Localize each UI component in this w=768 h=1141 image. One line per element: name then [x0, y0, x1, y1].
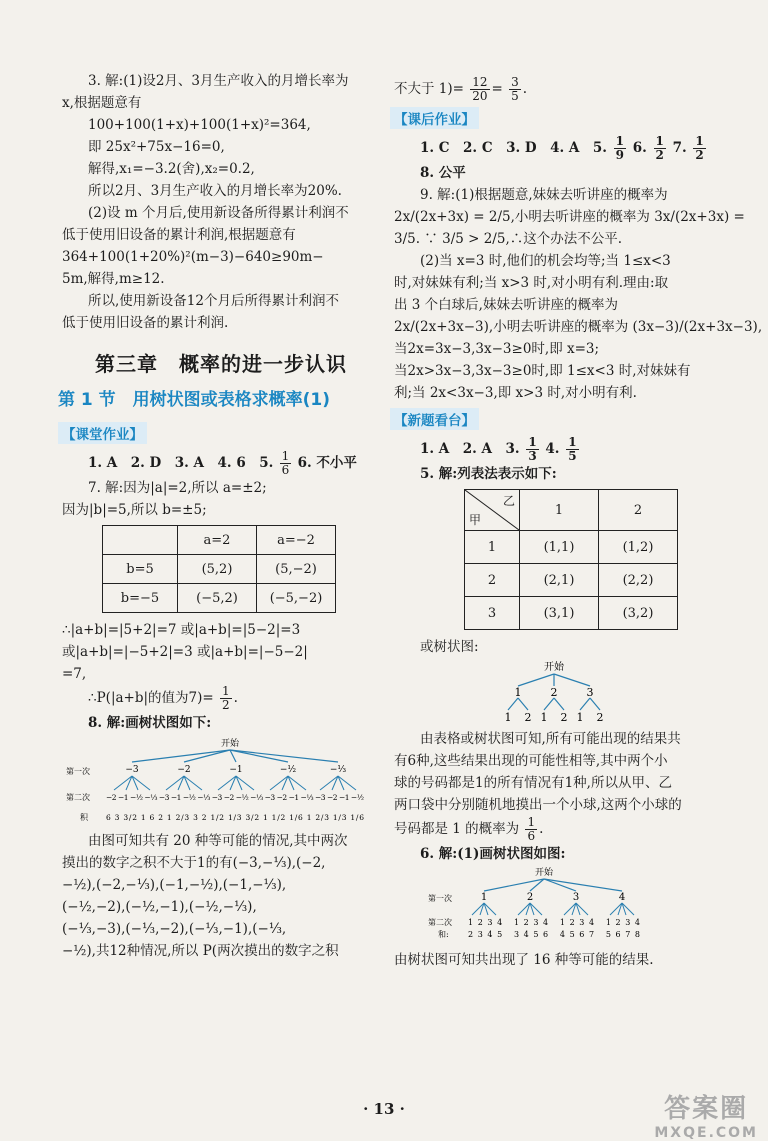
svg-text:−⅓: −⅓ [329, 765, 347, 775]
text-line: 5m,解得,m≥12. [62, 271, 165, 287]
text-line: 由图可知共有 20 种等可能的情况,其中两次 [88, 833, 348, 849]
text-line: 364+100(1+20%)²(m−3)−640≥90m− [62, 249, 324, 265]
table-corner-cell: 乙 甲 [465, 490, 520, 531]
text-line: 所以,使用新设备12个月后所得累计利润不 [88, 293, 339, 309]
text-line: 100+100(1+x)+100(1+x)²=364, [88, 117, 311, 133]
text-line: 两口袋中分别随机地摸出一个小球,这两个小球的 [394, 797, 682, 813]
tree-diagram-2 [394, 658, 714, 724]
svg-text:2: 2 [524, 711, 532, 724]
answers-row-2: 1. C 2. C 3. D 4. A 5. $\frac{1}{9}$ 6. $\frac{1}{2}$ 7. $\frac{1}{2}$ [420, 134, 704, 162]
left-column [58, 70, 380, 962]
text-line: 出 3 个白球后,妹妹去听讲座的概率为 [394, 297, 618, 313]
text-line: 由表格或树状图可知,所有可能出现的结果共 [420, 731, 681, 747]
text-line: 有6种,这些结果出现的可能性相等,其中两个小 [394, 753, 668, 769]
tree-root: 开始 [220, 739, 240, 749]
svg-text:2: 2 [526, 892, 534, 903]
svg-text:1: 1 [480, 892, 488, 903]
text-line: 当2x>3x−3,3x−3≥0时,即 1≤x<3 时,对妹妹有 [394, 363, 691, 379]
text-line: 球的号码都是1的所有情况有1种,所以从甲、乙 [394, 775, 672, 791]
answers-row-1: 1. A 2. D 3. A 4. 6 5. $\frac{1}{6}$ 6. 不小平 [88, 449, 357, 477]
text-line: 或|a+b|=|−5+2|=3 或|a+b|=|−5−2| [62, 644, 308, 660]
svg-text:2: 2 [596, 711, 604, 724]
right-column [394, 70, 763, 971]
text-line: −½),共12种情况,所以 P(两次摸出的数字之积 [62, 943, 339, 959]
section-classwork: 【课堂作业】 [58, 422, 147, 444]
text-line: (−⅓,−3),(−⅓,−2),(−⅓,−1),(−⅓, [62, 921, 287, 937]
tree-level2: −2 −1 −½ −⅓ −3 −1 −½ −⅓ −3 −2 −½ −⅓ −3 −2 −1 −⅓ −3 −2 −1 −½ [106, 793, 364, 802]
question-3-solution [62, 70, 380, 334]
table-jia-yi: 乙 甲 1 2 1 (1,1) (1,2) 2 (2,1) (2,2) 3 (3,1) (3,2) [464, 489, 678, 630]
watermark-logo: 答案圈 MXQE.COM [654, 1094, 758, 1141]
text-line: 2x/(2x+3x) = 2/5,小明去听讲座的概率为 3x/(2x+3x) = [394, 209, 745, 225]
tree-row-label: 第一次 [66, 767, 90, 776]
svg-text:−½: −½ [279, 765, 297, 775]
text-line: 低于使用旧设备的累计利润,根据题意有 [62, 227, 296, 243]
text-line: x,根据题意有 [62, 95, 142, 111]
svg-text:−1: −1 [229, 765, 243, 775]
or-tree-label: 或树状图: [420, 639, 479, 655]
svg-text:积: 积 [80, 813, 88, 822]
question-7-solution [62, 477, 380, 521]
question-8-answer: 8. 公平 [420, 165, 466, 181]
text-line: 2x/(2x+3x−3),小明去听讲座的概率为 (3x−3)/(2x+3x−3), [394, 319, 763, 335]
question-8-title: 8. 解:画树状图如下: [88, 715, 212, 731]
section-homework: 【课后作业】 [390, 107, 479, 129]
tree-diagram-1 [62, 734, 380, 826]
tree-products: 6 3 3/2 1 6 2 1 2/3 3 2 1/2 1/3 3/2 1 1/2 1/6 1 2/3 1/3 1/6 [106, 813, 364, 822]
text-line: (2)设 m 个月后,使用新设备所得累计利润不 [88, 205, 349, 221]
text-line: 即 25x²+75x−16=0, [88, 139, 225, 155]
svg-text:1: 1 [514, 686, 522, 699]
svg-text:−3: −3 [125, 765, 139, 775]
svg-text:1: 1 [576, 711, 584, 724]
text-line: ∴|a+b|=|5+2|=7 或|a+b|=|5−2|=3 [62, 622, 301, 638]
svg-text:2345 3456 4567 5678: 2345 3456 4567 5678 [468, 930, 640, 939]
text-line: (2)当 x=3 时,他们的机会均等;当 1≤x<3 [420, 253, 671, 269]
page-number: · 13 · [363, 1100, 405, 1118]
text-line: −½),(−2,−⅓),(−1,−½),(−1,−⅓), [62, 877, 287, 893]
question-5-text [394, 728, 714, 816]
question-6-title: 6. 解:(1)画树状图如图: [420, 846, 566, 862]
question-7-after [62, 619, 380, 685]
text-line: 3/5. ∵ 3/5 > 2/5,∴这个办法不公平. [394, 231, 623, 247]
text-line: 解得,x₁=−3.2(舍),x₂=0.2, [88, 161, 255, 177]
svg-text:1234 1234 1234 1234: 1234 1234 1234 1234 [468, 918, 640, 927]
lesson-title: 第 1 节 用树状图或表格求概率(1) [58, 390, 331, 410]
svg-text:第一次: 第一次 [428, 894, 452, 903]
text-line: (−½,−2),(−½,−1),(−½,−⅓), [62, 899, 257, 915]
text-line: 7. 解:因为|a|=2,所以 a=±2; [88, 480, 267, 496]
svg-text:第二次: 第二次 [66, 793, 90, 802]
tree-subbranches [114, 776, 356, 790]
q7-probability: ∴P(|a+b|的值为7)= $\frac{1}{2}$ . [88, 684, 238, 712]
tree-branches [132, 750, 338, 762]
svg-text:1: 1 [540, 711, 548, 724]
svg-text:1: 1 [504, 711, 512, 724]
question-5-title: 5. 解:列表法表示如下: [420, 466, 557, 482]
svg-text:4: 4 [618, 892, 626, 903]
svg-text:2: 2 [550, 686, 558, 699]
svg-text:3: 3 [572, 892, 580, 903]
svg-text:−2: −2 [177, 765, 191, 775]
text-line: =7, [62, 666, 87, 682]
table-a-b: a=2 a=−2 b=5 (5,2) (5,−2) b=−5 (−5,2) (−5,−2) [102, 525, 336, 613]
text-line: 因为|b|=5,所以 b=±5; [62, 502, 207, 518]
svg-text:3: 3 [586, 686, 594, 699]
text-line: 所以2月、3月生产收入的月增长率为20%. [88, 183, 342, 199]
svg-text:开始: 开始 [544, 662, 564, 673]
svg-text:开始: 开始 [534, 868, 554, 878]
svg-text:和:: 和: [438, 930, 449, 939]
text-line: 9. 解:(1)根据题意,妹妹去听讲座的概率为 [420, 187, 668, 203]
text-line: 3. 解:(1)设2月、3月生产收入的月增长率为 [88, 73, 349, 89]
section-new-problems: 【新题看台】 [390, 408, 479, 430]
q5-conclusion: 号码都是 1 的概率为 $\frac{1}{6}$ . [394, 815, 544, 843]
chapter-title: 第三章 概率的进一步认识 [95, 352, 347, 376]
question-8-text [62, 830, 380, 962]
q8-continuation: 不大于 1)= $\frac{12}{20}$ = $\frac{3}{5}$ . [394, 75, 528, 103]
text-line: 时,对妹妹有利;当 x>3 时,对小明有利.理由:取 [394, 275, 669, 291]
text-line: 摸出的数字之积不大于1的有(−3,−⅓),(−2, [62, 855, 326, 871]
svg-text:第二次: 第二次 [428, 918, 452, 927]
tree-diagram-3 [394, 865, 714, 945]
text-line: 利;当 2x<3x−3,即 x>3 时,对小明有利. [394, 385, 637, 401]
svg-text:2: 2 [560, 711, 568, 724]
text-line: 当2x=3x−3,3x−3≥0时,即 x=3; [394, 341, 600, 357]
answers-row-3: 1. A 2. A 3. $\frac{1}{3}$ 4. $\frac{1}{5}$ [420, 435, 577, 463]
question-9-solution [394, 184, 763, 404]
question-6-conclusion: 由树状图可知共出现了 16 种等可能的结果. [394, 952, 654, 968]
text-line: 低于使用旧设备的累计利润. [62, 315, 229, 331]
fraction: $\frac{1}{6}$ [281, 449, 290, 477]
